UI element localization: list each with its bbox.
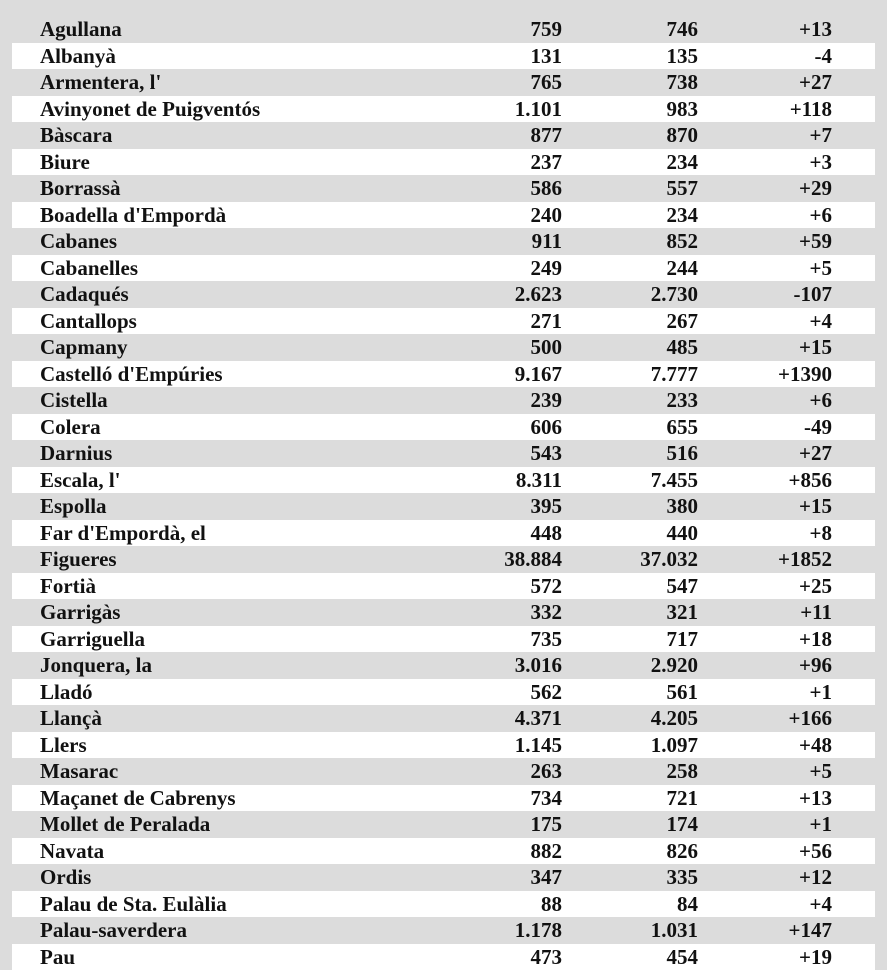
value-column-1: 8.311 <box>516 467 562 494</box>
value-column-1: 759 <box>531 16 563 43</box>
table-row <box>12 785 875 812</box>
value-column-2: 37.032 <box>640 546 698 573</box>
table-row <box>12 43 875 70</box>
difference-value: -49 <box>804 414 832 441</box>
municipality-name: Mollet de Peralada <box>40 811 210 838</box>
municipality-name: Darnius <box>40 440 112 467</box>
municipality-name: Masarac <box>40 758 118 785</box>
table-row <box>12 175 875 202</box>
difference-value: +12 <box>799 864 832 891</box>
table-row <box>12 917 875 944</box>
table-row <box>12 16 875 43</box>
table-row <box>12 255 875 282</box>
difference-value: +4 <box>810 308 832 335</box>
table-row <box>12 361 875 388</box>
table-row <box>12 891 875 918</box>
value-column-1: 249 <box>531 255 563 282</box>
value-column-1: 9.167 <box>515 361 562 388</box>
value-column-1: 572 <box>531 573 563 600</box>
value-column-1: 347 <box>531 864 563 891</box>
municipality-name: Capmany <box>40 334 128 361</box>
municipality-name: Pau <box>40 944 75 970</box>
table-row <box>12 838 875 865</box>
municipality-name: Llers <box>40 732 87 759</box>
value-column-2: 852 <box>667 228 699 255</box>
difference-value: +8 <box>810 520 832 547</box>
difference-value: +18 <box>799 626 832 653</box>
value-column-1: 395 <box>531 493 563 520</box>
difference-value: +118 <box>790 96 832 123</box>
difference-value: +59 <box>799 228 832 255</box>
municipality-name: Bàscara <box>40 122 112 149</box>
municipality-name: Palau de Sta. Eulàlia <box>40 891 227 918</box>
table-row <box>12 599 875 626</box>
difference-value: +6 <box>810 202 832 229</box>
municipality-name: Boadella d'Empordà <box>40 202 226 229</box>
value-column-1: 239 <box>531 387 563 414</box>
value-column-1: 131 <box>531 43 563 70</box>
value-column-1: 543 <box>531 440 563 467</box>
difference-value: +1 <box>810 811 832 838</box>
table-row <box>12 811 875 838</box>
difference-value: +1390 <box>778 361 832 388</box>
table-row <box>12 546 875 573</box>
municipality-name: Palau-saverdera <box>40 917 187 944</box>
value-column-1: 500 <box>531 334 563 361</box>
table-row <box>12 122 875 149</box>
difference-value: +1852 <box>778 546 832 573</box>
value-column-2: 2.920 <box>651 652 698 679</box>
value-column-2: 4.205 <box>651 705 698 732</box>
difference-value: +5 <box>810 255 832 282</box>
difference-value: +4 <box>810 891 832 918</box>
value-column-1: 271 <box>531 308 563 335</box>
value-column-1: 765 <box>531 69 563 96</box>
difference-value: +15 <box>799 334 832 361</box>
value-column-1: 606 <box>531 414 563 441</box>
municipality-name: Garrigàs <box>40 599 120 626</box>
municipality-name: Fortià <box>40 573 96 600</box>
table-row <box>12 626 875 653</box>
municipality-name: Castelló d'Empúries <box>40 361 223 388</box>
table-row <box>12 758 875 785</box>
value-column-1: 88 <box>541 891 562 918</box>
value-column-1: 562 <box>531 679 563 706</box>
difference-value: +19 <box>799 944 832 970</box>
municipality-name: Cantallops <box>40 308 137 335</box>
value-column-2: 557 <box>667 175 699 202</box>
municipality-name: Maçanet de Cabrenys <box>40 785 236 812</box>
difference-value: +13 <box>799 785 832 812</box>
value-column-1: 175 <box>531 811 563 838</box>
value-column-1: 38.884 <box>504 546 562 573</box>
value-column-2: 485 <box>667 334 699 361</box>
population-table <box>12 16 875 970</box>
value-column-2: 234 <box>667 202 699 229</box>
value-column-1: 237 <box>531 149 563 176</box>
difference-value: +6 <box>810 387 832 414</box>
table-row <box>12 308 875 335</box>
value-column-1: 2.623 <box>515 281 562 308</box>
table-row <box>12 228 875 255</box>
value-column-2: 738 <box>667 69 699 96</box>
municipality-name: Cabanelles <box>40 255 138 282</box>
difference-value: +11 <box>800 599 832 626</box>
municipality-name: Cadaqués <box>40 281 129 308</box>
difference-value: +166 <box>789 705 832 732</box>
value-column-2: 233 <box>667 387 699 414</box>
value-column-1: 473 <box>531 944 563 970</box>
municipality-name: Cistella <box>40 387 108 414</box>
value-column-2: 7.777 <box>651 361 698 388</box>
municipality-name: Navata <box>40 838 104 865</box>
difference-value: +3 <box>810 149 832 176</box>
difference-value: +5 <box>810 758 832 785</box>
value-column-2: 7.455 <box>651 467 698 494</box>
municipality-name: Far d'Empordà, el <box>40 520 206 547</box>
value-column-2: 380 <box>667 493 699 520</box>
value-column-1: 586 <box>531 175 563 202</box>
difference-value: +27 <box>799 440 832 467</box>
table-row <box>12 705 875 732</box>
value-column-1: 734 <box>531 785 563 812</box>
value-column-1: 448 <box>531 520 563 547</box>
value-column-2: 321 <box>667 599 699 626</box>
value-column-2: 2.730 <box>651 281 698 308</box>
value-column-1: 877 <box>531 122 563 149</box>
difference-value: -107 <box>794 281 833 308</box>
difference-value: +1 <box>810 679 832 706</box>
table-row <box>12 520 875 547</box>
difference-value: +856 <box>789 467 832 494</box>
value-column-2: 440 <box>667 520 699 547</box>
table-row <box>12 493 875 520</box>
municipality-name: Albanyà <box>40 43 116 70</box>
value-column-2: 174 <box>667 811 699 838</box>
value-column-1: 1.178 <box>515 917 562 944</box>
value-column-2: 721 <box>667 785 699 812</box>
value-column-1: 3.016 <box>515 652 562 679</box>
municipality-name: Cabanes <box>40 228 117 255</box>
value-column-2: 258 <box>667 758 699 785</box>
value-column-2: 717 <box>667 626 699 653</box>
value-column-2: 335 <box>667 864 699 891</box>
value-column-2: 746 <box>667 16 699 43</box>
municipality-name: Lladó <box>40 679 93 706</box>
value-column-1: 882 <box>531 838 563 865</box>
difference-value: +96 <box>799 652 832 679</box>
table-row <box>12 202 875 229</box>
value-column-2: 84 <box>677 891 698 918</box>
municipality-name: Jonquera, la <box>40 652 152 679</box>
value-column-2: 655 <box>667 414 699 441</box>
table-row <box>12 440 875 467</box>
value-column-2: 1.097 <box>651 732 698 759</box>
table-row <box>12 414 875 441</box>
table-row <box>12 679 875 706</box>
municipality-name: Llançà <box>40 705 102 732</box>
value-column-2: 826 <box>667 838 699 865</box>
difference-value: +27 <box>799 69 832 96</box>
difference-value: +29 <box>799 175 832 202</box>
value-column-2: 561 <box>667 679 699 706</box>
difference-value: +147 <box>789 917 832 944</box>
table-row <box>12 864 875 891</box>
difference-value: -4 <box>815 43 833 70</box>
municipality-name: Avinyonet de Puigventós <box>40 96 260 123</box>
municipality-name: Armentera, l' <box>40 69 161 96</box>
table-row <box>12 732 875 759</box>
value-column-2: 267 <box>667 308 699 335</box>
value-column-2: 234 <box>667 149 699 176</box>
table-row <box>12 652 875 679</box>
value-column-1: 332 <box>531 599 563 626</box>
table-row <box>12 149 875 176</box>
municipality-name: Borrassà <box>40 175 121 202</box>
value-column-2: 244 <box>667 255 699 282</box>
value-column-2: 135 <box>667 43 699 70</box>
table-row <box>12 944 875 970</box>
municipality-name: Biure <box>40 149 90 176</box>
table-row <box>12 467 875 494</box>
difference-value: +56 <box>799 838 832 865</box>
table-row <box>12 573 875 600</box>
municipality-name: Espolla <box>40 493 107 520</box>
value-column-1: 735 <box>531 626 563 653</box>
municipality-name: Colera <box>40 414 101 441</box>
value-column-2: 454 <box>667 944 699 970</box>
table-row <box>12 281 875 308</box>
value-column-1: 911 <box>532 228 562 255</box>
value-column-1: 240 <box>531 202 563 229</box>
value-column-2: 516 <box>667 440 699 467</box>
table-row <box>12 387 875 414</box>
table-row <box>12 334 875 361</box>
value-column-1: 1.101 <box>515 96 562 123</box>
value-column-2: 1.031 <box>651 917 698 944</box>
municipality-name: Agullana <box>40 16 122 43</box>
value-column-2: 983 <box>667 96 699 123</box>
municipality-name: Escala, l' <box>40 467 121 494</box>
table-row <box>12 69 875 96</box>
table-row <box>12 96 875 123</box>
value-column-1: 263 <box>531 758 563 785</box>
difference-value: +48 <box>799 732 832 759</box>
difference-value: +13 <box>799 16 832 43</box>
municipality-name: Ordis <box>40 864 91 891</box>
municipality-name: Garriguella <box>40 626 145 653</box>
municipality-name: Figueres <box>40 546 117 573</box>
value-column-2: 870 <box>667 122 699 149</box>
value-column-1: 4.371 <box>515 705 562 732</box>
difference-value: +15 <box>799 493 832 520</box>
difference-value: +25 <box>799 573 832 600</box>
value-column-1: 1.145 <box>515 732 562 759</box>
difference-value: +7 <box>810 122 832 149</box>
value-column-2: 547 <box>667 573 699 600</box>
